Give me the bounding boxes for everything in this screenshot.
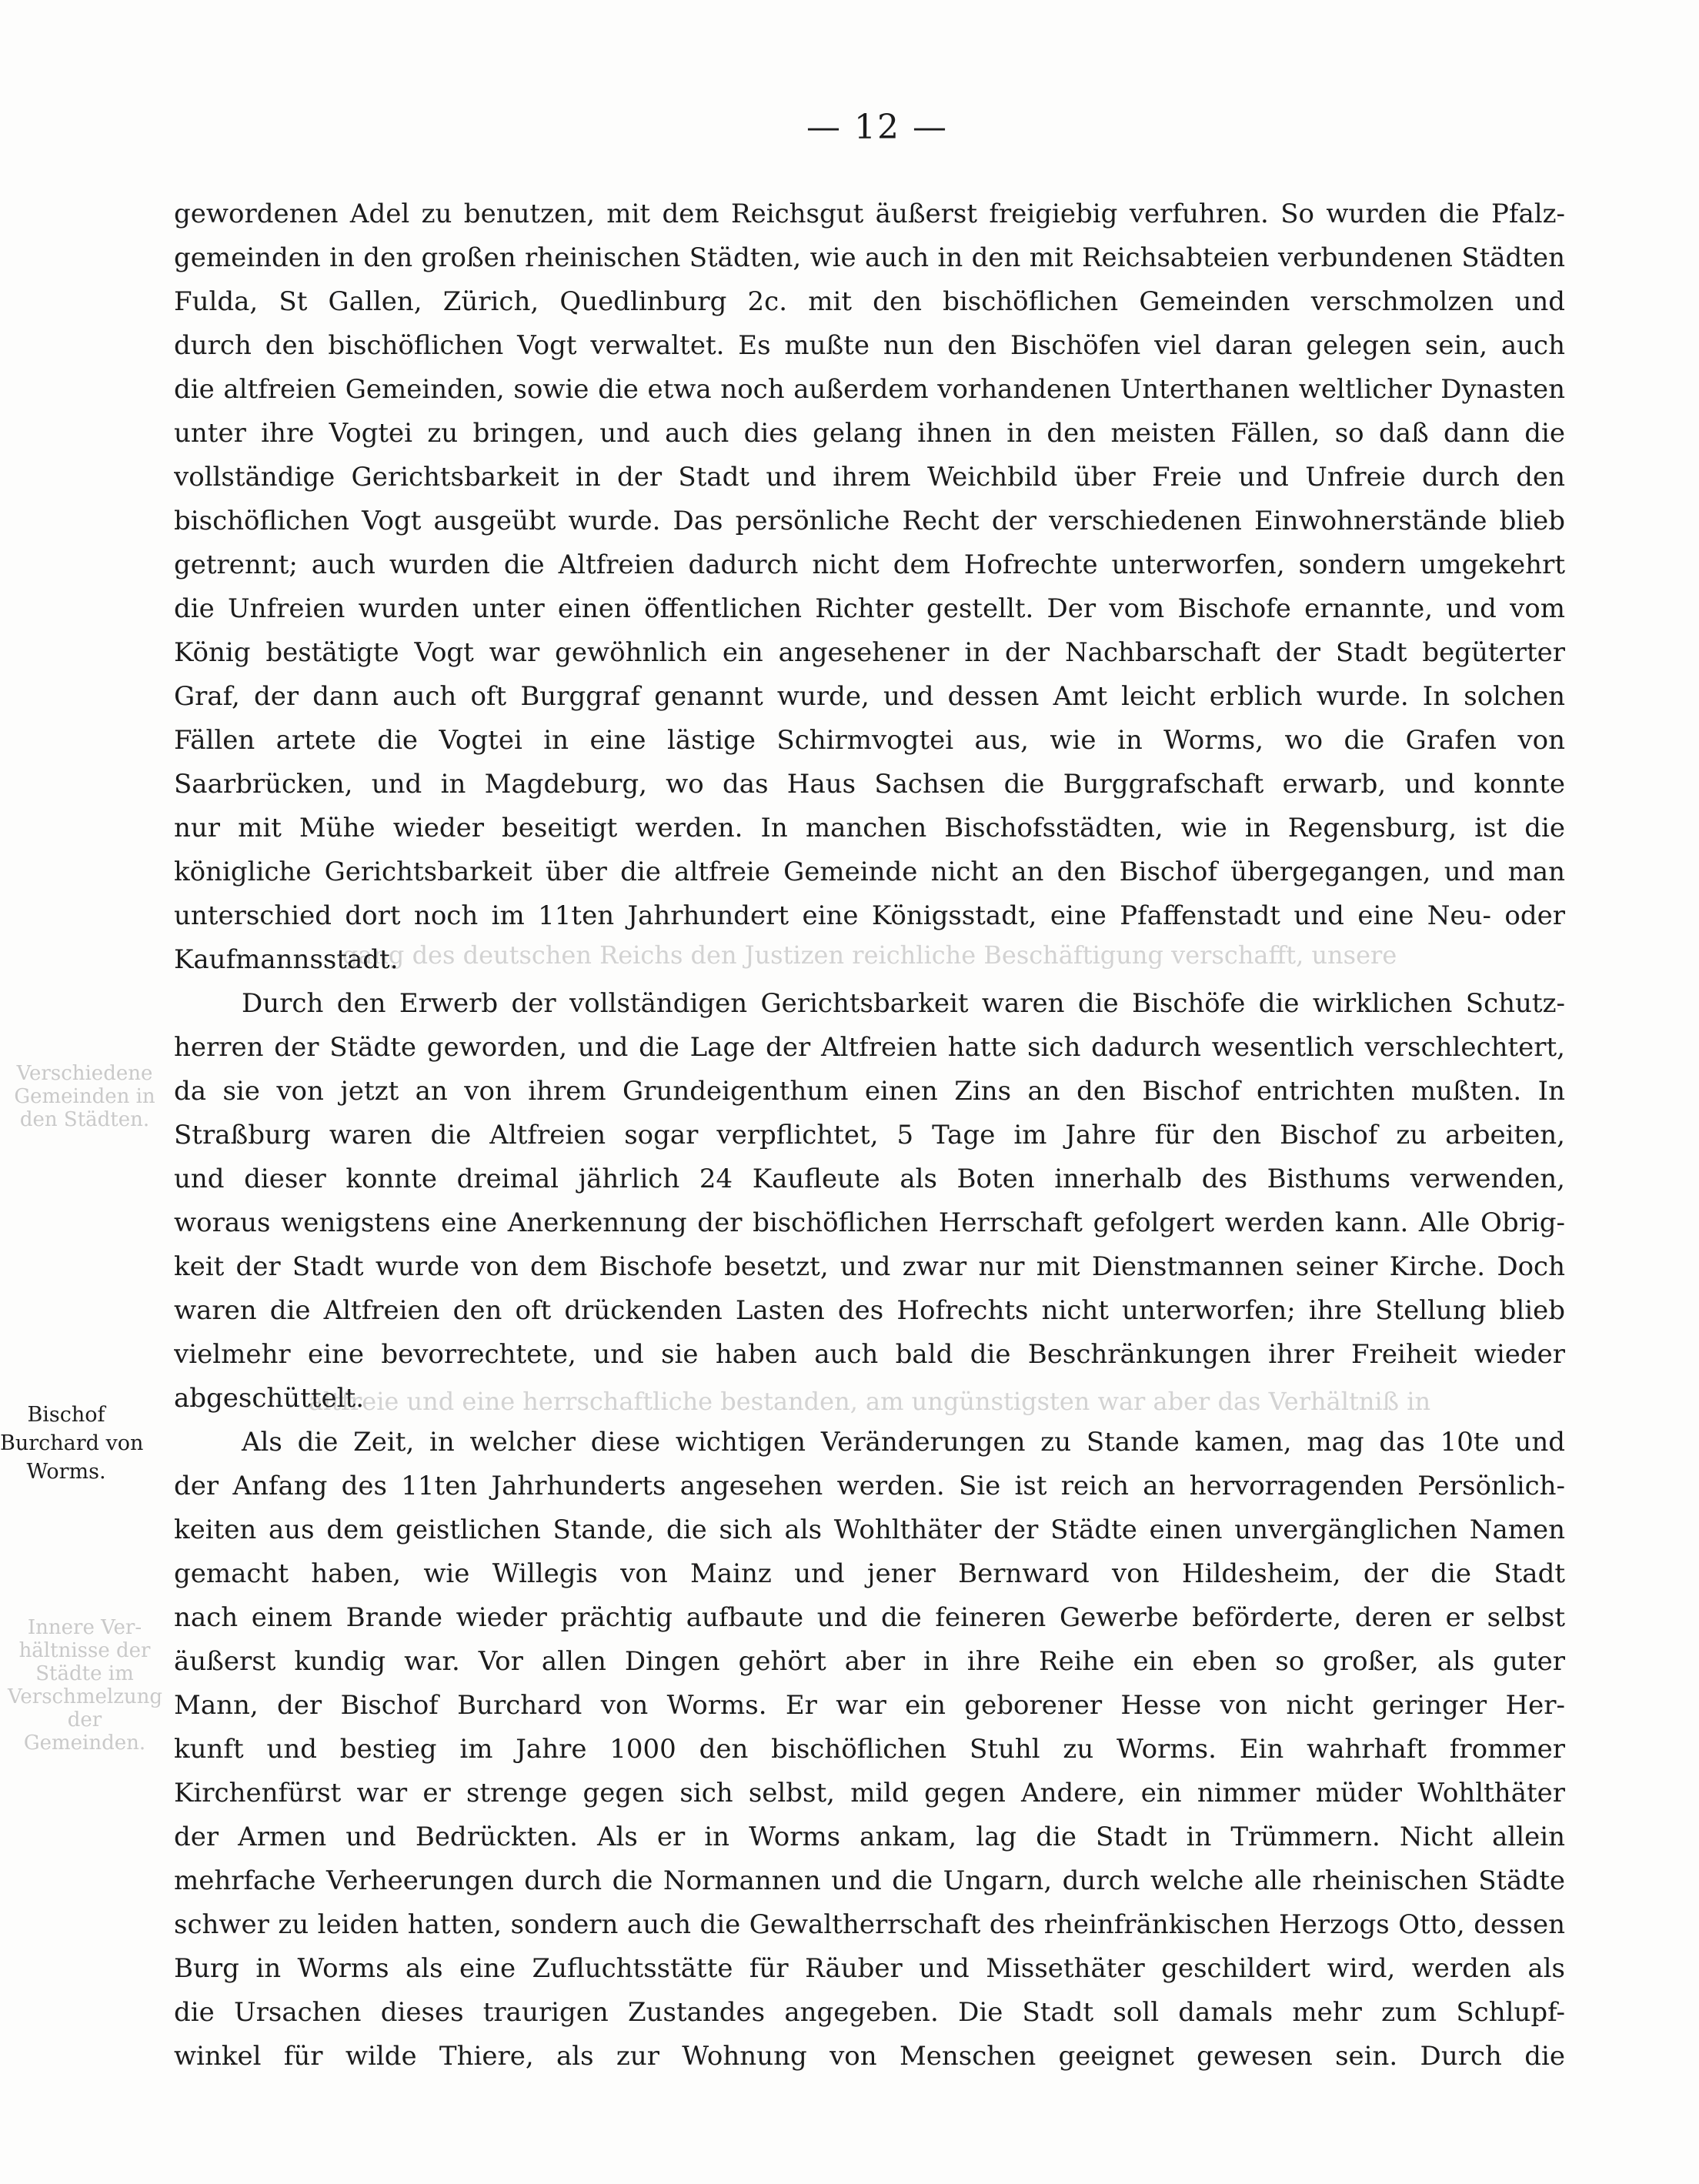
- text-line: König bestätigte Vogt war gewöhnlich ein angesehener in der Nachbarschaft der Stadt begüterter: [174, 637, 1565, 668]
- text-line: der Anfang des 11ten Jahrhunderts angesehen werden. Sie ist reich an hervorragenden Persönlich-: [174, 1471, 1565, 1501]
- paragraph-2: [174, 982, 1565, 1421]
- text-line: unterschied dort noch im 11ten Jahrhundert eine Königsstadt, eine Pfaffenstadt und eine Neu- oder: [174, 900, 1565, 931]
- text-line: getrennt; auch wurden die Altfreien dadurch nicht dem Hofrechte unterworfen, sondern umgekehrt: [174, 549, 1565, 580]
- paragraph-3: [174, 1421, 1565, 2079]
- text-line: kunft und bestieg im Jahre 1000 den bischöflichen Stuhl zu Worms. Ein wahrhaft frommer: [174, 1734, 1565, 1765]
- text-line: herren der Städte geworden, und die Lage der Altfreien hatte sich dadurch wesentlich verschlechtert,: [174, 1032, 1565, 1063]
- text-line: gewordenen Adel zu benutzen, mit dem Reichsgut äußerst freigiebig verfuhren. So wurden die Pfalz-: [174, 199, 1565, 229]
- text-line: keiten aus dem geistlichen Stande, die sich als Wohlthäter der Städte einen unvergänglichen Namen: [174, 1514, 1565, 1545]
- text-line: die Ursachen dieses traurigen Zustandes angegeben. Die Stadt soll damals mehr zum Schlupf-: [174, 1997, 1565, 2028]
- margin-note-bishop-burchard: Bischof Burchard von Worms.: [0, 1403, 144, 1484]
- bleed-through-line-upper: gang des deutschen Reichs den Justizen reichliche Beschäftigung verschafft, unsere: [342, 940, 1397, 970]
- page-number: — 12 —: [806, 108, 948, 147]
- text-line: woraus wenigstens eine Anerkennung der bischöflichen Herrschaft gefolgert werden kann. Alle Obrig-: [174, 1207, 1565, 1238]
- text-line: vielmehr eine bevorrechtete, und sie haben auch bald die Beschränkungen ihrer Freiheit wieder: [174, 1339, 1565, 1370]
- bleed-through-margin-note-lower: Innere Ver- hältnisse der Städte im Verschmelzung der Gemeinden.: [8, 1616, 163, 1755]
- text-line: schwer zu leiden hatten, sondern auch die Gewaltherrschaft des rheinfränkischen Herzogs Otto, dessen: [174, 1909, 1565, 1940]
- paragraph-1: [174, 192, 1565, 982]
- text-line: Als die Zeit, in welcher diese wichtigen Veränderungen zu Stande kamen, mag das 10te und: [242, 1427, 1565, 1458]
- text-line: gemacht haben, wie Willegis von Mainz und jener Bernward von Hildesheim, der die Stadt: [174, 1558, 1565, 1589]
- text-line: bischöflichen Vogt ausgeübt wurde. Das persönliche Recht der verschiedenen Einwohnerstände blieb: [174, 506, 1565, 536]
- text-line: da sie von jetzt an von ihrem Grundeigenthum einen Zins an den Bischof entrichten mußten. In: [174, 1076, 1565, 1107]
- text-line: Mann, der Bischof Burchard von Worms. Er war ein geborener Hesse von nicht geringer Her-: [174, 1690, 1565, 1721]
- text-line: äußerst kundig war. Vor allen Dingen gehört aber in ihre Reihe ein eben so großer, als guter: [174, 1646, 1565, 1677]
- text-line: durch den bischöflichen Vogt verwaltet. Es mußte nun den Bischöfen viel daran gelegen sein, auch: [174, 330, 1565, 361]
- text-line: vollständige Gerichtsbarkeit in der Stadt und ihrem Weichbild über Freie und Unfreie durch den: [174, 462, 1565, 493]
- text-line: Saarbrücken, und in Magdeburg, wo das Haus Sachsen die Burggrafschaft erwarb, und konnte: [174, 769, 1565, 800]
- bleed-through-margin-note-upper: Verschiedene Gemeinden in den Städten.: [14, 1062, 155, 1131]
- text-line: abgeschüttelt.: [174, 1383, 364, 1414]
- text-line: keit der Stadt wurde von dem Bischofe besetzt, und zwar nur mit Dienstmannen seiner Kirche. Doch: [174, 1251, 1565, 1282]
- text-line: Durch den Erwerb der vollständigen Gerichtsbarkeit waren die Bischöfe die wirklichen Schutz-: [242, 988, 1565, 1019]
- text-line: Fulda, St Gallen, Zürich, Quedlinburg 2c. mit den bischöflichen Gemeinden verschmolzen und: [174, 286, 1565, 317]
- body-text: [174, 192, 1565, 2079]
- text-line: mehrfache Verheerungen durch die Normannen und die Ungarn, durch welche alle rheinischen Städte: [174, 1865, 1565, 1896]
- text-line: königliche Gerichtsbarkeit über die altfreie Gemeinde nicht an den Bischof übergegangen, und man: [174, 857, 1565, 887]
- text-line: unter ihre Vogtei zu bringen, und auch dies gelang ihnen in den meisten Fällen, so daß dann die: [174, 418, 1565, 449]
- text-line: Graf, der dann auch oft Burggraf genannt wurde, und dessen Amt leicht erblich wurde. In solchen: [174, 681, 1565, 712]
- text-line: und dieser konnte dreimal jährlich 24 Kaufleute als Boten innerhalb des Bisthums verwenden,: [174, 1164, 1565, 1194]
- text-line: nur mit Mühe wieder beseitigt werden. In manchen Bischofsstädten, wie in Regensburg, ist die: [174, 813, 1565, 843]
- text-line: Straßburg waren die Altfreien sogar verpflichtet, 5 Tage im Jahre für den Bischof zu arbeiten,: [174, 1120, 1565, 1150]
- text-line: Kaufmannsstadt.: [174, 944, 399, 975]
- text-line: gemeinden in den großen rheinischen Städten, wie auch in den mit Reichsabteien verbundenen Städten: [174, 242, 1565, 273]
- text-line: die altfreien Gemeinden, sowie die etwa noch außerdem vorhandenen Unterthanen weltlicher Dynasten: [174, 374, 1565, 405]
- bleed-through-line-lower: altfreie und eine herrschaftliche bestanden, am ungünstigsten war aber das Verhältniß in: [308, 1387, 1431, 1416]
- text-line: Burg in Worms als eine Zufluchtsstätte für Räuber und Missethäter geschildert wird, werden als: [174, 1953, 1565, 1984]
- text-line: winkel für wilde Thiere, als zur Wohnung von Menschen geeignet gewesen sein. Durch die: [174, 2041, 1565, 2072]
- text-line: waren die Altfreien den oft drückenden Lasten des Hofrechts nicht unterworfen; ihre Stellung blieb: [174, 1295, 1565, 1326]
- text-line: nach einem Brande wieder prächtig aufbaute und die feineren Gewerbe beförderte, deren er selbst: [174, 1602, 1565, 1633]
- text-line: der Armen und Bedrückten. Als er in Worms ankam, lag die Stadt in Trümmern. Nicht allein: [174, 1822, 1565, 1852]
- text-line: Kirchenfürst war er strenge gegen sich selbst, mild gegen Andere, ein nimmer müder Wohlthäter: [174, 1778, 1565, 1808]
- text-line: Fällen artete die Vogtei in eine lästige Schirmvogtei aus, wie in Worms, wo die Grafen von: [174, 725, 1565, 756]
- text-line: die Unfreien wurden unter einen öffentlichen Richter gestellt. Der vom Bischofe ernannte, und vom: [174, 593, 1565, 624]
